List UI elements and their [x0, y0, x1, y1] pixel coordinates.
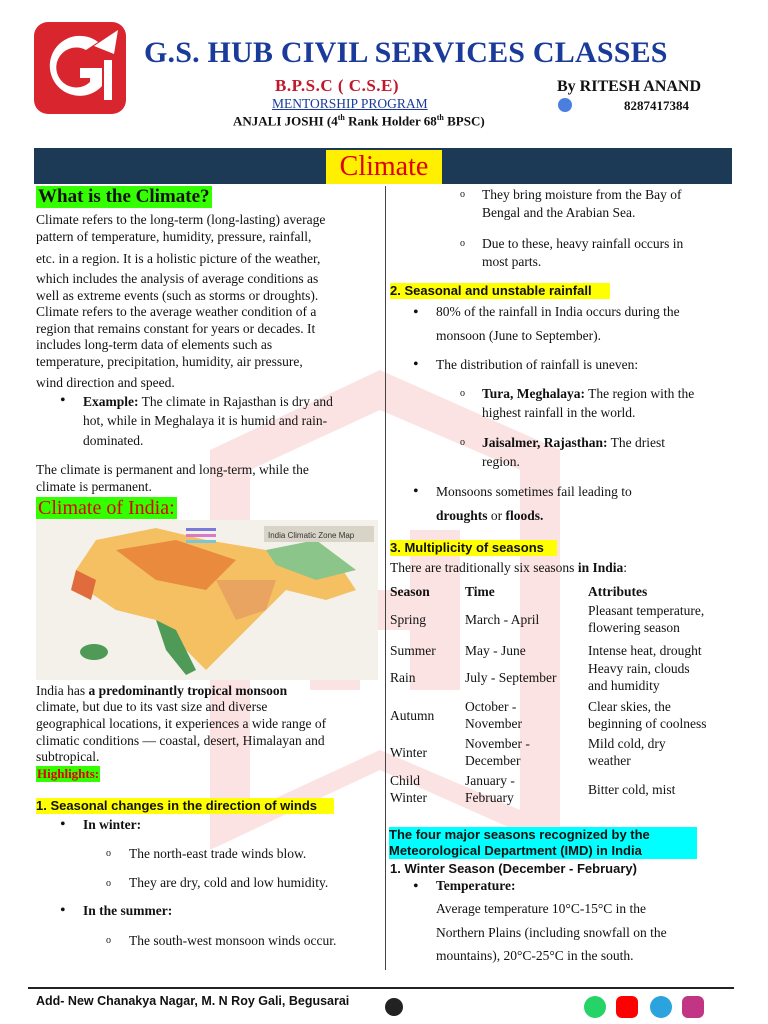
circle-bullet: o — [106, 935, 111, 946]
climate-of-india-heading: Climate of India: — [38, 497, 175, 519]
india-line-4: subtropical. — [36, 749, 100, 764]
rain-pct-line-1: monsoon (June to September). — [436, 328, 601, 343]
what-line-9: wind direction and speed. — [36, 375, 175, 390]
instagram-icon[interactable] — [682, 996, 704, 1018]
table-cell-attr: and humidity — [588, 678, 660, 693]
what-line-4: well as extreme events (such as storms or droughts). — [36, 288, 319, 303]
table-cell-attr: Heavy rain, clouds — [588, 661, 690, 676]
phone-number: 8287417384 — [624, 98, 689, 113]
table-cell-attr: beginning of coolness — [588, 716, 707, 731]
highlights-label: Highlights: — [37, 766, 100, 781]
winter-season-heading: 1. Winter Season (December - February) — [390, 861, 637, 876]
bullet: • — [413, 356, 419, 373]
map-title: India Climatic Zone Map — [268, 531, 355, 540]
six-b: in India — [577, 560, 624, 575]
imd-line-1: Meteorological Department (IMD) in India — [389, 843, 697, 859]
table-cell-time: March - April — [465, 611, 540, 627]
footer-rule — [28, 987, 734, 989]
bullet: • — [413, 878, 419, 895]
moisture-line-1: Bengal and the Arabian Sea. — [482, 205, 636, 220]
circle-bullet: o — [106, 878, 111, 889]
table-cell-time: January - — [465, 773, 515, 788]
six-a: There are traditionally six seasons — [390, 560, 578, 575]
whatsapp-icon[interactable] — [584, 996, 606, 1018]
example-text-0: The climate in Rajasthan is dry and — [138, 394, 333, 409]
telegram-icon[interactable] — [650, 996, 672, 1018]
winter-item-1: They are dry, cold and low humidity. — [129, 875, 329, 890]
column-divider — [385, 186, 386, 970]
topper-credit-c: BPSC) — [443, 113, 485, 129]
bullet: • — [60, 392, 66, 409]
circle-bullet: o — [106, 848, 111, 859]
in-winter-label: In winter: — [83, 817, 142, 832]
table-cell-time: July - September — [465, 669, 557, 685]
temperature-label: Temperature: — [436, 878, 516, 893]
india-line-0-b: a predominantly tropical monsoon — [88, 683, 288, 698]
table-cell-season: Winter — [390, 744, 427, 760]
jaisalmer-line-0 — [482, 434, 665, 451]
summer-item-0: The south-west monsoon winds occur. — [129, 933, 337, 948]
what-line-2: etc. in a region. It is a holistic picture of the weather, — [36, 251, 321, 266]
table-cell-attr: Bitter cold, mist — [588, 781, 676, 797]
table-cell-time: November - — [465, 736, 530, 751]
jaisalmer-text-0: The driest — [607, 435, 666, 450]
distribution-line: The distribution of rainfall is uneven: — [436, 357, 639, 372]
jaisalmer-label: Jaisalmer, Rajasthan: — [482, 435, 608, 450]
table-cell-time: February — [465, 790, 514, 805]
what-line-7: includes long-term data of elements such as — [36, 337, 273, 352]
table-cell-attr: weather — [588, 753, 631, 768]
point-1-heading: 1. Seasonal changes in the direction of winds — [36, 798, 334, 814]
moisture-line-0: They bring moisture from the Bay of — [482, 187, 682, 202]
table-cell-season: Summer — [390, 642, 436, 658]
circle-bullet: o — [460, 388, 465, 399]
india-line-1: climate, but due to its vast size and diverse — [36, 699, 268, 714]
table-header-1: Time — [465, 584, 495, 599]
monsoon-line-1 — [436, 507, 543, 524]
six-seasons-line — [390, 559, 627, 576]
temp-line-2: mountains), 20°C-25°C in the south. — [436, 948, 634, 963]
jaisalmer-line-1: region. — [482, 454, 520, 469]
topper-sup-1: th — [337, 113, 345, 122]
bullet: • — [413, 483, 419, 500]
table-cell-attr: Clear skies, the — [588, 699, 671, 714]
example-line-2: dominated. — [83, 433, 144, 448]
in-summer-label: In the summer: — [83, 903, 173, 918]
table-cell-season: Autumn — [390, 707, 435, 723]
rain-pct-line-0: 80% of the rainfall in India occurs during the — [436, 304, 680, 319]
table-cell-time: December — [465, 753, 521, 768]
table-cell-attr: flowering season — [588, 620, 680, 635]
clock-icon — [385, 998, 403, 1016]
exam-label: B.P.S.C ( C.S.E) — [275, 76, 400, 95]
author-name: By RITESH ANAND — [557, 78, 702, 95]
table-cell-attr: Pleasant temperature, — [588, 603, 705, 618]
india-climate-map — [36, 520, 378, 680]
example-label: Example: — [83, 394, 139, 409]
table-cell-time: May - June — [465, 642, 526, 658]
point-3-heading: 3. Multiplicity of seasons — [390, 540, 557, 556]
table-cell-time: November — [465, 716, 522, 731]
example-line-0 — [83, 393, 333, 410]
winter-item-0: The north-east trade winds blow. — [129, 846, 307, 861]
topper-credit-b: Rank Holder 68 — [344, 113, 437, 129]
india-line-0-a: India has — [36, 683, 89, 698]
bullet: • — [60, 816, 66, 833]
floods-word: floods. — [505, 508, 544, 523]
youtube-icon[interactable] — [616, 996, 638, 1018]
tura-line-0 — [482, 385, 694, 402]
phone-icon — [558, 98, 572, 112]
table-cell-time: October - — [465, 699, 517, 714]
example-line-1: hot, while in Meghalaya it is humid and rain- — [83, 413, 328, 428]
permanent-line-0: The climate is permanent and long-term, while the — [36, 462, 309, 477]
circle-bullet: o — [460, 437, 465, 448]
gs-hub-logo — [28, 16, 132, 120]
temp-line-1: Northern Plains (including snowfall on the — [436, 925, 667, 940]
monsoon-line-0: Monsoons sometimes fail leading to — [436, 484, 632, 499]
topper-sup-2: th — [436, 113, 444, 122]
heavy-line-0: Due to these, heavy rainfall occurs in — [482, 236, 684, 251]
institute-name-rest: CIVIL SERVICES CLASSES — [273, 36, 668, 69]
table-cell-attr: Intense heat, drought — [588, 642, 702, 658]
circle-bullet: o — [460, 238, 465, 249]
tura-text-0: The region with the — [585, 386, 695, 401]
what-line-3: which includes the analysis of average conditions as — [36, 271, 319, 286]
permanent-line-1: climate is permanent. — [36, 479, 152, 494]
bullet: • — [413, 304, 419, 321]
topper-credit — [233, 113, 485, 129]
india-line-2: geographical locations, it experiences a wide range of — [36, 716, 327, 731]
what-line-8: temperature, precipitation, humidity, air pressure, — [36, 354, 303, 369]
page-title: Climate — [326, 150, 442, 184]
circle-bullet: o — [460, 189, 465, 200]
bullet: • — [60, 902, 66, 919]
table-cell-season: Winter — [390, 790, 427, 805]
what-line-5: Climate refers to the average weather condition of a — [36, 304, 317, 319]
table-header-2: Attributes — [588, 584, 648, 599]
what-line-0: Climate refers to the long-term (long-lasting) average — [36, 212, 326, 227]
table-cell-attr: Mild cold, dry — [588, 736, 666, 751]
institute-name-brand: G.S. HUB — [144, 36, 274, 69]
imd-line-0: The four major seasons recognized by the — [389, 827, 697, 843]
topper-credit-a: ANJALI JOSHI (4 — [233, 113, 338, 129]
droughts-word: droughts — [436, 508, 488, 523]
temp-line-0: Average temperature 10°C-15°C in the — [436, 901, 646, 916]
table-header-0: Season — [390, 584, 430, 599]
what-line-6: region that remains constant for years or decades. It — [36, 321, 316, 336]
six-c: : — [623, 560, 627, 575]
point-2-heading: 2. Seasonal and unstable rainfall — [390, 283, 610, 299]
table-cell-season: Rain — [390, 669, 416, 685]
heavy-line-1: most parts. — [482, 254, 542, 269]
institute-name — [144, 36, 668, 70]
program-label: MENTORSHIP PROGRAM — [272, 96, 428, 111]
or-word: or — [487, 508, 506, 523]
tura-line-1: highest rainfall in the world. — [482, 405, 636, 420]
india-line-3: climatic conditions — coastal, desert, Himalayan and — [36, 733, 325, 748]
what-line-1: pattern of temperature, humidity, pressure, rainfall, — [36, 229, 312, 244]
what-is-climate-heading: What is the Climate? — [38, 186, 210, 207]
table-cell-season: Child — [390, 773, 421, 788]
tura-label: Tura, Meghalaya: — [482, 386, 586, 401]
footer-address: Add- New Chanakya Nagar, M. N Roy Gali, Begusarai — [36, 994, 350, 1008]
india-line-0 — [36, 682, 287, 699]
table-cell-season: Spring — [390, 611, 427, 627]
